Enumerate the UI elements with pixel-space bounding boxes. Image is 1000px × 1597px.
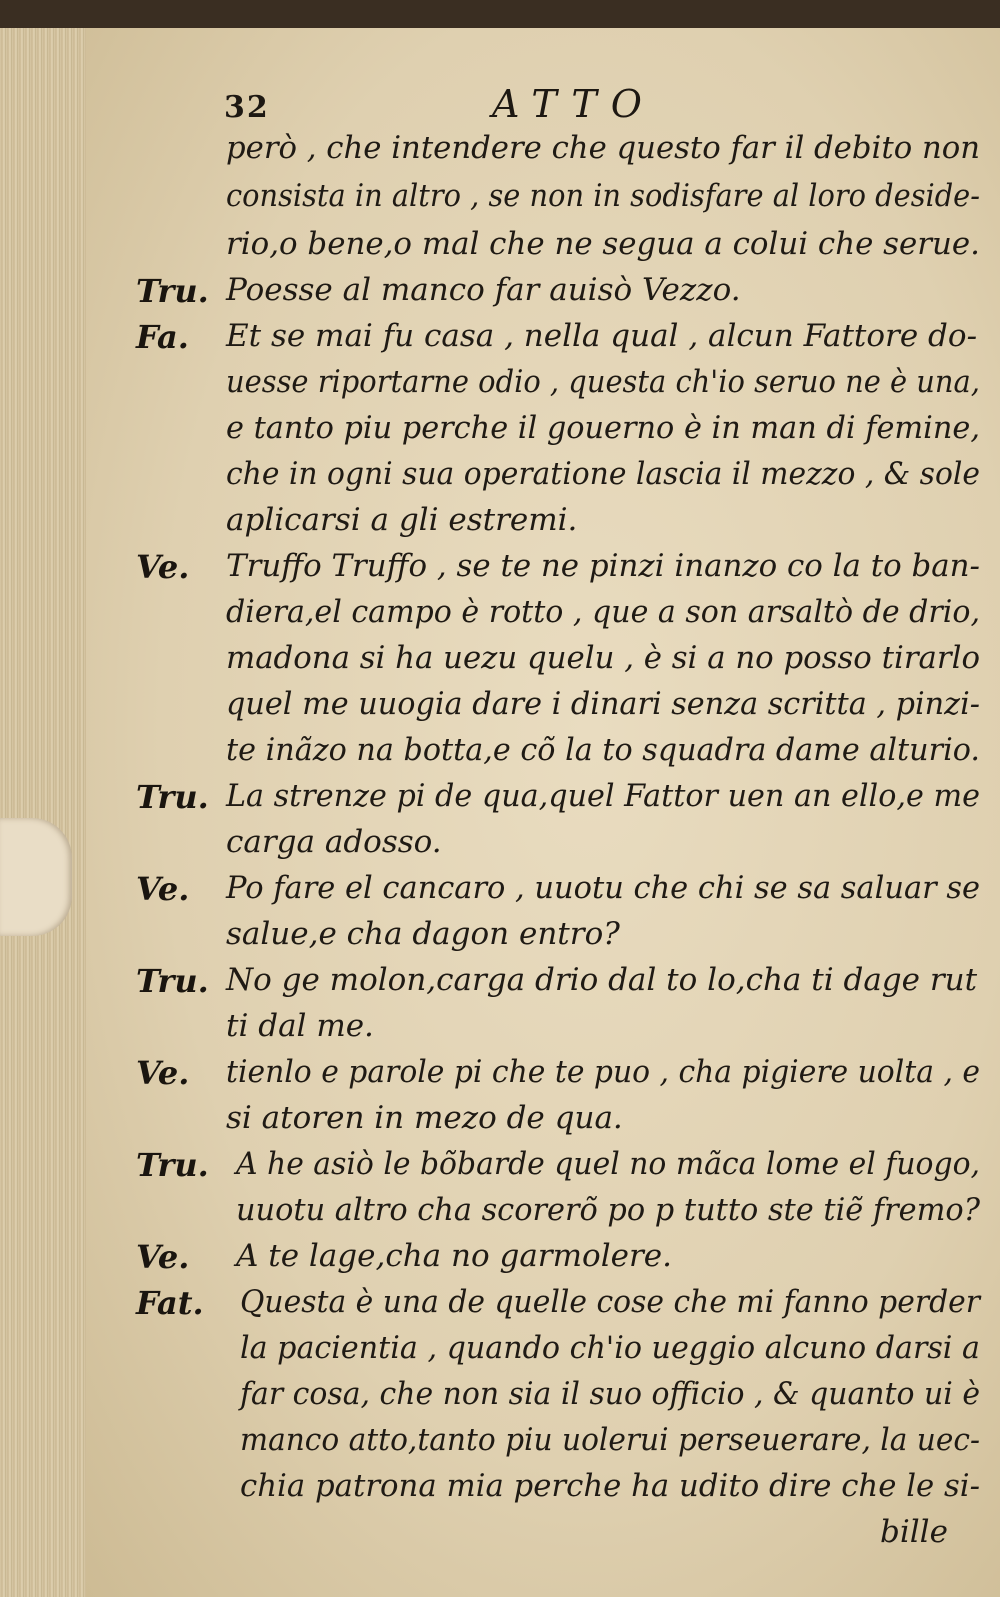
text-line: aplicarsi a gli estremi. [226, 502, 578, 538]
speaker-label: Fa. [136, 318, 189, 356]
thumb-holding-page [0, 818, 72, 936]
text-line: Truffo Truffo , se te ne pinzi inanzo co la to ban- [226, 548, 980, 584]
text-line: A he asiò le bõbarde quel no mãca lome el fuogo, [236, 1146, 980, 1182]
text-line: madona si ha uezu quelu , è si a no posso tirarlo [226, 640, 980, 676]
catchword: bille [880, 1514, 948, 1550]
text-line: quel me uuogia dare i dinari senza scritta , pinzi- [226, 686, 980, 722]
text-line: No ge molon,carga drio dal to lo,cha ti dage rut [226, 962, 978, 998]
speaker-label: Tru. [136, 778, 209, 816]
text-line: però , che intendere che questo far il debito non [226, 130, 980, 166]
text-line: si atoren in mezo de qua. [226, 1100, 623, 1136]
text-line: manco atto,tanto piu uolerui perseuerare, la uec- [240, 1422, 980, 1458]
text-line: Poesse al manco far auisò Vezzo. [226, 272, 741, 308]
text-line: diera,el campo è rotto , que a son arsaltò de drio, [226, 594, 980, 630]
speaker-label: Tru. [136, 272, 209, 310]
text-line: La strenze pi de qua,quel Fattor uen an ello,e me [226, 778, 980, 814]
text-line: la pacientia , quando ch'io ueggio alcuno darsi a [240, 1330, 980, 1366]
text-line: far cosa, che non sia il suo officio , & quanto ui è [240, 1376, 980, 1412]
text-line: carga adosso. [226, 824, 442, 860]
page-stack-edge [0, 28, 92, 1597]
text-line: Questa è una de quelle cose che mi fanno perder [240, 1284, 980, 1320]
speaker-label: Ve. [136, 548, 190, 586]
speaker-label: Ve. [136, 1238, 190, 1276]
page-number: 32 [224, 90, 270, 125]
text-line: che in ogni sua operatione lascia il mezzo , & sole [226, 456, 980, 492]
running-title: ATTO [492, 82, 656, 126]
text-line: uesse riportarne odio , questa ch'io seruo ne è una, [226, 364, 980, 400]
text-line: uuotu altro cha scorerõ po p tutto ste tiẽ fremo? [236, 1192, 980, 1228]
text-line: A te lage,cha no garmolere. [236, 1238, 672, 1274]
speaker-label: Fat. [136, 1284, 204, 1322]
text-line: Po fare el cancaro , uuotu che chi se sa saluar se [226, 870, 980, 906]
text-line: rio,o bene,o mal che ne segua a colui che serue. [226, 226, 980, 262]
text-line: Et se mai fu casa , nella qual , alcun Fattore do- [226, 318, 978, 354]
text-line: te inãzo na botta,e cõ la to squadra dame alturio. [226, 732, 980, 768]
speaker-label: Ve. [136, 1054, 190, 1092]
text-line: consista in altro , se non in sodisfare al loro deside- [226, 178, 980, 214]
text-line: chia patrona mia perche ha udito dire che le si- [240, 1468, 980, 1504]
speaker-label: Tru. [136, 1146, 209, 1184]
speaker-label: Tru. [136, 962, 209, 1000]
text-line: tienlo e parole pi che te puo , cha pigiere uolta , e [226, 1054, 980, 1090]
speaker-label: Ve. [136, 870, 190, 908]
text-line: e tanto piu perche il gouerno è in man di femine, [226, 410, 980, 446]
text-line: salue,e cha dagon entro? [226, 916, 620, 952]
text-line: ti dal me. [226, 1008, 374, 1044]
